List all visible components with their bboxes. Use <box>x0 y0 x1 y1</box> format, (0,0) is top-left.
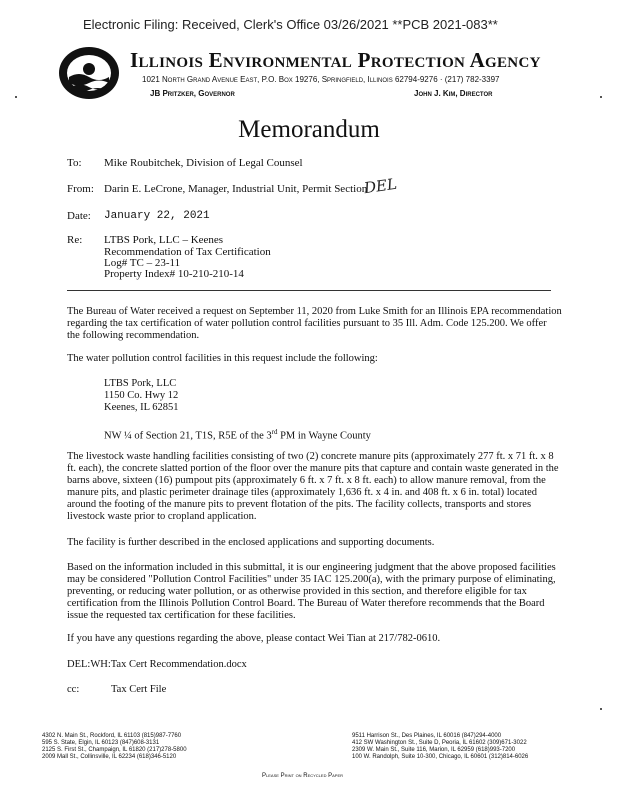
scan-mark <box>600 708 602 710</box>
footer-office-right: 2309 W. Main St., Suite 116, Marion, IL 62959 (618)993-7200 <box>352 747 516 753</box>
paragraph-request: The Bureau of Water received a request on September 11, 2020 from Luke Smith for an Illinois EPA recommendation regarding the tax certification of water pollution control facilities pursuant to 35 Ill. Adm. Code 125.200. We offer the following recommendation. <box>67 306 562 341</box>
reference-line: DEL:WH:Tax Cert Recommendation.docx <box>67 659 247 670</box>
initials-signature: DEL <box>362 174 399 198</box>
cc-value: Tax Cert File <box>111 684 167 695</box>
memo-title: Memorandum <box>238 116 380 143</box>
facility-address-line: Keenes, IL 62851 <box>104 402 179 413</box>
date-label: Date: <box>67 210 91 222</box>
location-superscript: rd <box>271 428 278 436</box>
from-value: Darin E. LeCrone, Manager, Industrial Unit, Permit Section <box>104 183 368 195</box>
paragraph-facility-description: The livestock waste handling facilities consisting of two (2) concrete manure pits (approximately 277 ft. x 71 ft. x 8 ft. each), the concrete slatted portion of the floor over the manure pits that capture and contain waste generated in the barns above, sixteen (16) pumpout pits (approximately 6 ft. x 7 ft. x 8 ft. each) to allow manure removal, from the manure pits, and plastic perimeter drainage tiles (approximately 1,636 ft. x 4 in. and 408 ft. x 6 in. total) located around the footing of the manure pits to prevent flotation of the pits. The facility collects, transports and stores livestock waste prior to cropland application. <box>67 451 559 522</box>
agency-address: 1021 North Grand Avenue East, P.O. Box 19276, Springfield, Illinois 62794-9276 · (217) 782-3397 <box>142 75 500 84</box>
footer-office-right: 100 W. Randolph, Suite 10-300, Chicago, IL 60601 (312)814-6026 <box>352 754 529 760</box>
governor-name: JB Pritzker, Governor <box>150 89 235 98</box>
footer-office-right: 9511 Harrison St., Des Plaines, IL 60016 (847)294-4000 <box>352 733 502 739</box>
re-line: Recommendation of Tax Certification <box>104 246 271 258</box>
footer-office-left: 2009 Mall St., Collinsville, IL 62234 (618)346-5120 <box>42 754 177 760</box>
footer-office-left: 595 S. State, Elgin, IL 60123 (847)608-3131 <box>42 740 160 746</box>
paragraph-facilities-intro: The water pollution control facilities in this request include the following: <box>67 353 378 364</box>
paragraph-further-described: The facility is further described in the enclosed applications and supporting documents. <box>67 537 435 548</box>
paragraph-judgment: Based on the information included in this submittal, it is our engineering judgment that the above proposed facilities may be considered "Pollution Control Facilities" under 35 IAC 125.200(a), with the primary purpose of eliminating, preventing, or reducing water pollution, or as otherwise provided in this section, and therefore eligible for tax certification from the Illinois Pollution Control Board. The Bureau of Water therefore recommends that the Board issue the requested tax certification for these facilities. <box>67 562 556 621</box>
agency-logo <box>57 45 121 101</box>
scan-mark <box>600 96 602 98</box>
from-label: From: <box>67 183 94 195</box>
agency-name <box>130 48 541 73</box>
cc-label: cc: <box>67 684 80 695</box>
header-divider <box>67 290 551 291</box>
re-line: Log# TC – 23-11 <box>104 257 181 269</box>
location-text-end: PM in Wayne County <box>277 430 371 442</box>
footer-office-left: 2125 S. First St., Champaign, IL 61820 (217)278-5800 <box>42 747 187 753</box>
facility-address-line: 1150 Co. Hwy 12 <box>104 390 179 401</box>
re-line: LTBS Pork, LLC – Keenes <box>104 234 224 246</box>
re-line: Property Index# 10-210-210-14 <box>104 268 244 280</box>
filing-stamp: Electronic Filing: Received, Clerk's Office 03/26/2021 **PCB 2021-083** <box>83 17 498 32</box>
scan-mark <box>15 96 17 98</box>
agency-name-text: Illinois Environmental Protection Agency <box>130 48 541 72</box>
recycled-paper-note: Please Print on Recycled Paper <box>262 773 344 779</box>
to-label: To: <box>67 157 82 169</box>
paragraph-contact: If you have any questions regarding the above, please contact Wei Tian at 217/782-0610. <box>67 633 441 644</box>
location-text: NW ¼ of Section 21, T1S, R5E of the 3 <box>104 430 272 442</box>
date-value: January 22, 2021 <box>104 210 210 222</box>
re-label: Re: <box>67 234 83 246</box>
footer-office-left: 4302 N. Main St., Rockford, IL 61103 (815)987-7760 <box>42 733 182 739</box>
facility-location <box>104 426 371 443</box>
director-name: John J. Kim, Director <box>414 89 493 98</box>
footer-office-right: 412 SW Washington St., Suite D, Peoria, IL 61602 (309)671-3022 <box>352 740 527 746</box>
facility-address-line: LTBS Pork, LLC <box>104 378 177 389</box>
to-value: Mike Roubitchek, Division of Legal Counsel <box>104 157 303 169</box>
